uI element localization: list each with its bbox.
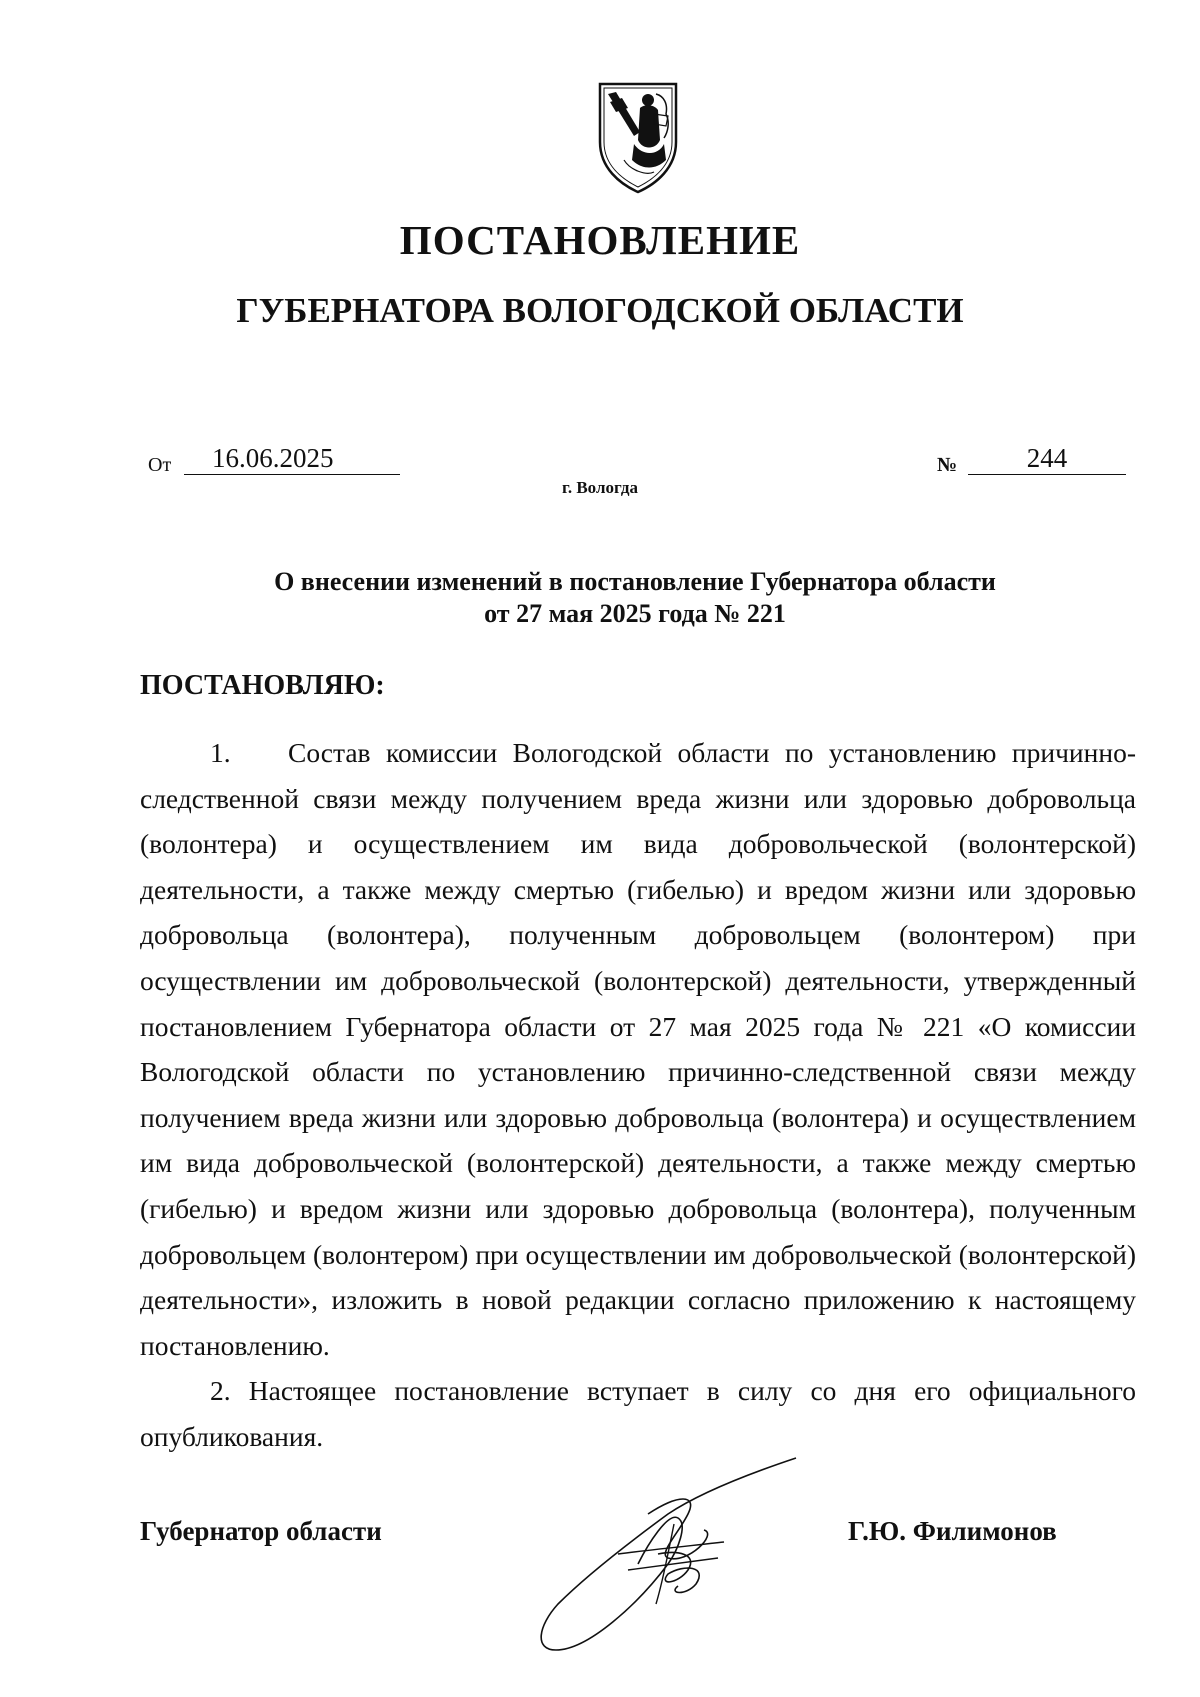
- paragraph-number: 2.: [210, 1375, 231, 1407]
- number-label: №: [937, 454, 958, 476]
- document-type-title: ПОСТАНОВЛЕНИЕ: [399, 217, 801, 263]
- issuer-title: ГУБЕРНАТОРА ВОЛОГОДСКОЙ ОБЛАСТИ: [236, 291, 964, 330]
- signer-position: Губернатор области: [140, 1516, 382, 1546]
- document-subject-line-1: О внесении изменений в постановление Губернатора области: [274, 567, 996, 596]
- document-subject: [140, 566, 1130, 630]
- document-date: 16.06.2025: [184, 442, 400, 475]
- paragraph-number: 1.: [210, 737, 231, 768]
- paragraph-text: Настоящее постановление вступает в силу со дня его официального опубликования.: [140, 1375, 1137, 1452]
- handwritten-signature: [528, 1454, 798, 1654]
- document-body: [140, 730, 1136, 1460]
- document-number: 244: [968, 442, 1126, 475]
- coat-of-arms-icon: [594, 80, 682, 196]
- city-name: г. Вологда: [562, 478, 638, 497]
- decree-word: ПОСТАНОВЛЯЮ:: [140, 670, 385, 701]
- paragraph-text: Состав комиссии Вологодской области по установлению причинно-следственной связи между получением вреда жизни или здоровью добровольца (волонтера) и осуществлением им вида добровольческой (волонтерской) деятельности, а также между смертью (гибелью) и вредом жизни или здоровью добровольца (волонтера), полученным добровольцем (волонтером) при осуществлении им добровольческой (волонтерской) деятельности, утвержденный постановлением Губернатора области от 27 мая 2025 года № 221 «О комиссии Вологодской области по установлению причинно-следственной связи между получением вреда жизни или здоровью добровольца (волонтера) и осуществлением им вида добровольческой (волонтерской) деятельности, а также между смертью (гибелью) и вредом жизни или здоровью добровольца (волонтера), полученным добровольцем (волонтером) при осуществлении им добровольческой (волонтерской) деятельности», изложить в новой редакции согласно приложению к настоящему постановлению.: [140, 737, 1136, 1361]
- date-label: От: [148, 454, 172, 476]
- signer-name: Г.Ю. Филимонов: [848, 1516, 1057, 1546]
- paragraph-1: [140, 730, 1136, 1368]
- paragraph-2: [140, 1368, 1136, 1459]
- document-subject-line-2: от 27 мая 2025 года № 221: [484, 599, 786, 628]
